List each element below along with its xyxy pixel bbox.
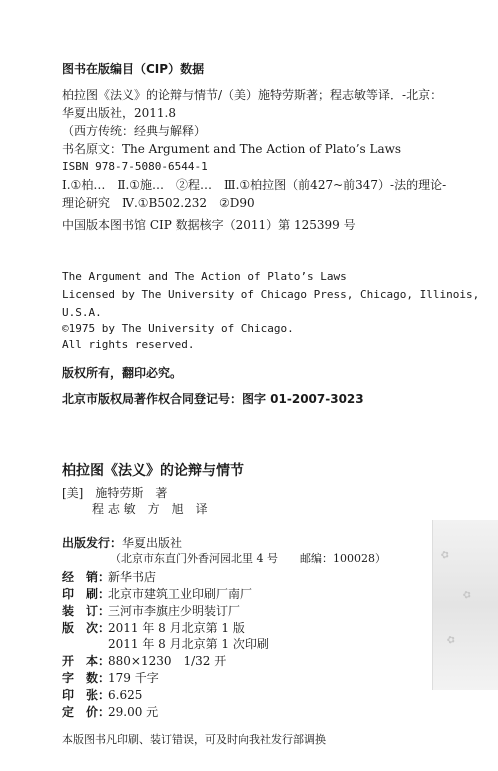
- book-translators: 程 志 敏 方 旭 译: [92, 502, 208, 516]
- pub-info-value: 2011 年 8 月北京第 1 版: [108, 621, 245, 635]
- cip-line: 华夏出版社，2011.8: [62, 106, 176, 120]
- copyright-registration: 北京市版权局著作权合同登记号：图字 01-2007-3023: [62, 392, 364, 406]
- pub-info-value: 新华书店: [108, 570, 157, 584]
- pub-info-row: [62, 604, 240, 618]
- book-author: [美] 施特劳斯 著: [62, 486, 168, 500]
- pub-info-row: [62, 637, 269, 651]
- publisher-value: 华夏出版社: [122, 536, 183, 550]
- cip-line: 柏拉图《法义》的论辩与情节/（美）施特劳斯著；程志敏等译．-北京：: [62, 88, 443, 102]
- pub-info-label: 装 订：: [62, 604, 111, 618]
- pub-info-label: 经 销：: [62, 570, 111, 584]
- pub-info-value: 三河市李旗庄少明装订厂: [108, 604, 241, 618]
- pub-info-label: 定 价：: [62, 705, 111, 719]
- cip-heading: 图书在版编目（CIP）数据: [62, 62, 205, 76]
- license-line: All rights reserved.: [62, 338, 195, 351]
- pub-info-value: 880×1230 1/32 开: [108, 654, 227, 668]
- pub-info-row: [62, 621, 245, 635]
- license-line: The Argument and The Action of Plato’s Laws: [62, 270, 347, 283]
- pub-info-label: 开 本：: [62, 654, 111, 668]
- pub-info-value: 6.625: [108, 688, 143, 702]
- publisher-address: （北京市东直门外香河园北里 4 号 邮编：100028）: [110, 552, 386, 565]
- pub-info-label: 印 刷：: [62, 587, 111, 601]
- book-title: 柏拉图《法义》的论辩与情节: [62, 463, 244, 479]
- pub-info-row: [62, 705, 158, 719]
- license-line: U.S.A.: [62, 306, 102, 319]
- pub-info-label: 版 次：: [62, 621, 111, 635]
- watermark-stamp-image: ✿ ✿ ✿: [432, 520, 498, 690]
- pub-info-value: 北京市建筑工业印刷厂南厂: [108, 587, 253, 601]
- cip-line: 书名原文：The Argument and The Action of Plato’s Laws: [62, 142, 402, 156]
- pub-info-row: [62, 671, 159, 685]
- license-line: Licensed by The University of Chicago Press, Chicago, Illinois,: [62, 288, 480, 301]
- cip-record-number: 中国版本图书馆 CIP 数据核字（2011）第 125399 号: [62, 218, 356, 232]
- publisher-label: 出版发行：: [62, 536, 123, 550]
- cip-line: （西方传统：经典与解释）: [62, 124, 207, 138]
- pub-info-row: [62, 570, 156, 584]
- pub-info-value: 2011 年 8 月北京第 1 次印刷: [108, 637, 269, 651]
- cip-isbn: ISBN 978-7-5080-6544-1: [62, 160, 208, 173]
- error-policy-footer: 本版图书凡印刷、装订错误，可及时向我社发行部调换: [62, 733, 326, 746]
- cip-line: 理论研究 Ⅳ.①B502.232 ②D90: [62, 196, 255, 210]
- pub-info-value: 179 千字: [108, 671, 159, 685]
- rights-notice: 版权所有，翻印必究。: [62, 366, 183, 380]
- license-line: ©1975 by The University of Chicago.: [62, 322, 294, 335]
- pub-info-row: [62, 688, 142, 702]
- pub-info-row: [62, 587, 252, 601]
- pub-info-label: 字 数：: [62, 671, 111, 685]
- pub-info-value: 29.00 元: [108, 705, 159, 719]
- pub-info-label: 印 张：: [62, 688, 111, 702]
- publisher-row: [62, 536, 182, 550]
- pub-info-row: [62, 654, 226, 668]
- cip-line: Ⅰ.①柏… Ⅱ.①施… ②程… Ⅲ.①柏拉图（前427~前347）-法的理论-: [62, 178, 447, 192]
